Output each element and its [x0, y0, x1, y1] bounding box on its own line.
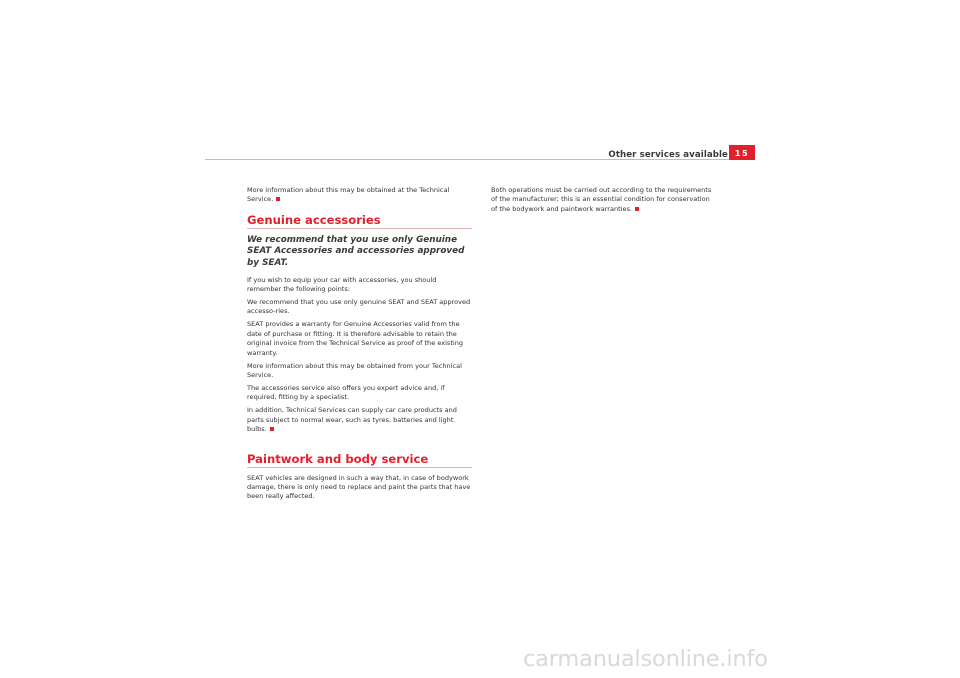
right-column [491, 186, 717, 218]
paragraph: More information about this may be obtained from your Technical Service. [247, 361, 462, 380]
paragraph: If you wish to equip your car with accessories, you should remember the following points: [247, 275, 437, 293]
section-lead: We recommend that you use only Genuine SEAT Accessories and accessories approved by SEAT. [247, 234, 465, 268]
paragraph: Both operations must be carried out according to the requirements of the manufacturer; this is an essential condition for conservation of the bodywork and paintwork warranties. [491, 186, 712, 213]
paragraph: We recommend that you use only genuine SEAT and SEAT approved accesso-ries. [247, 298, 471, 316]
page-number-badge: 15 [729, 145, 755, 160]
section-end-icon [276, 197, 280, 201]
section-heading-genuine-accessories: Genuine accessories [247, 213, 472, 229]
running-header-title: Other services available [608, 150, 728, 160]
paragraph: SEAT vehicles are designed in such a way that, in case of bodywork damage, there is only need to replace and paint the parts that have been really affected. [247, 473, 471, 501]
paragraph: In addition, Technical Services can supply car care products and parts subject to normal wear, such as tyres, batteries and light bulbs. [247, 406, 457, 434]
intro-paragraph: More information about this may be obtained at the Technical Service. [247, 186, 450, 204]
paragraph: SEAT provides a warranty for Genuine Accessories valid from the date of purchase or fitting. It is therefore advisable to retain the original invoice from the Technical Service as proof of the existing warranty. [247, 320, 464, 357]
section-end-icon [635, 207, 639, 211]
section-end-icon [270, 427, 274, 431]
section-heading-paintwork: Paintwork and body service [247, 452, 472, 468]
paragraph: The accessories service also offers you expert advice and, if required, fitting by a specialist. [247, 384, 445, 402]
left-column [247, 186, 472, 505]
watermark-text: carmanualsonline.info [523, 646, 768, 672]
